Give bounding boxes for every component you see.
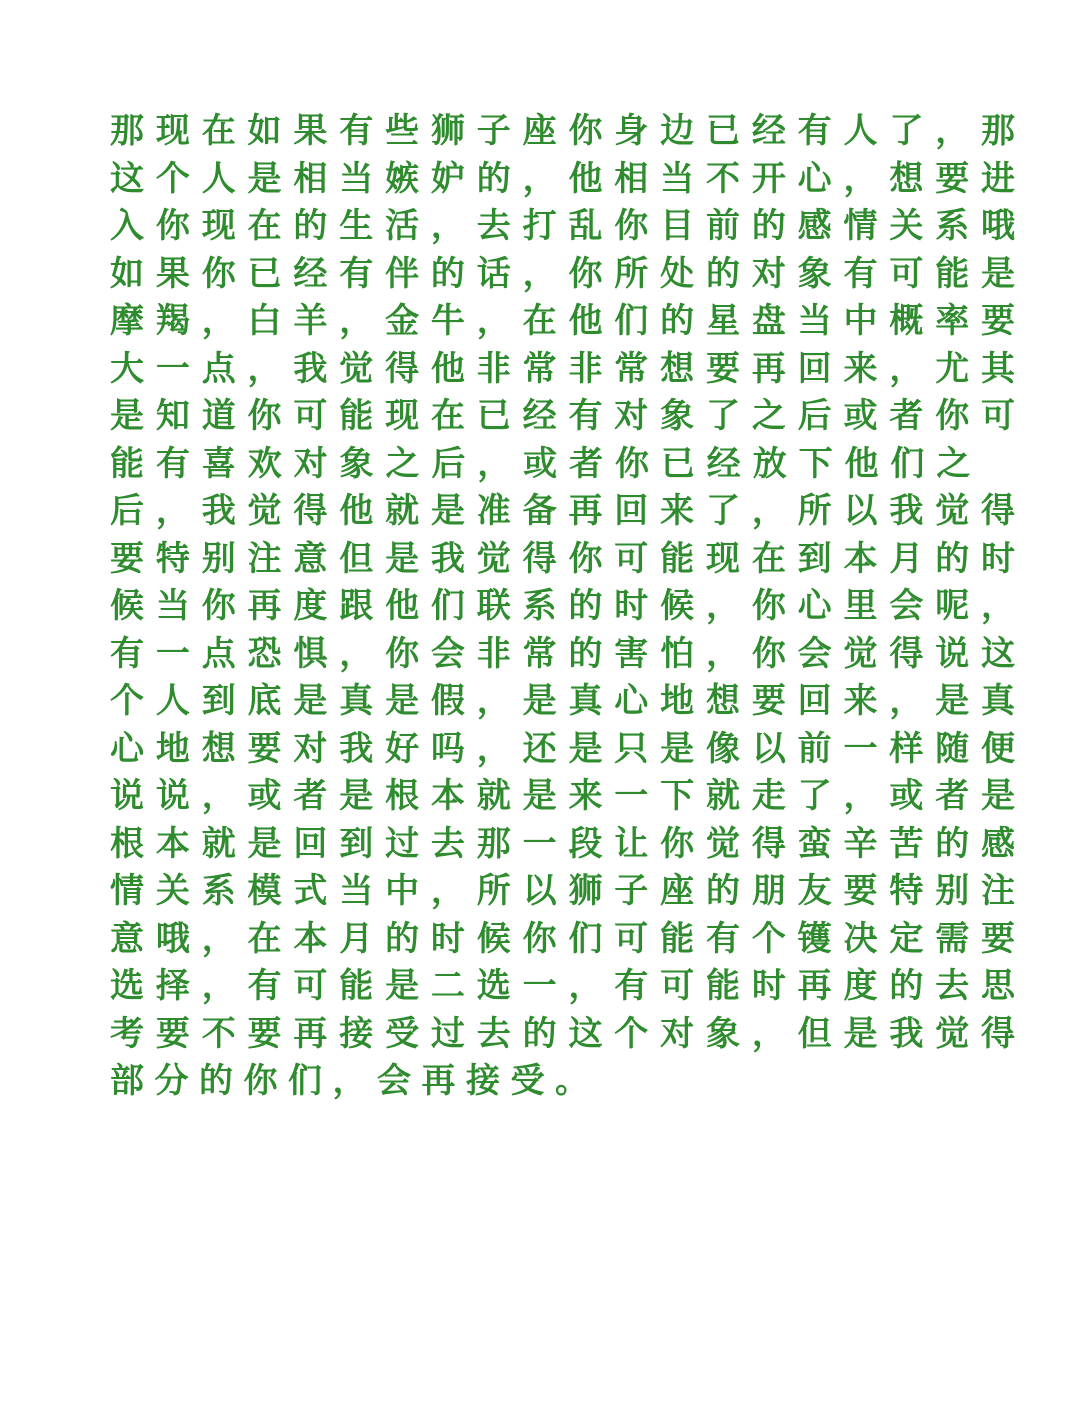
text-line: 情 关 系 模 式 当 中 ， 所 以 狮 子 座 的 朋 友 要 特 别 注: [110, 871, 1016, 911]
text-line: 入 你 现 在 的 生 活 ， 去 打 乱 你 目 前 的 感 情 关 系 哦: [110, 206, 1016, 246]
text-line: 考 要 不 要 再 接 受 过 去 的 这 个 对 象 ， 但 是 我 觉 得: [110, 1013, 1016, 1054]
text-line: 个 人 到 底 是 真 是 假 ， 是 真 心 地 想 要 回 来 ， 是 真: [110, 681, 1016, 721]
text-line: 说 说 ， 或 者 是 根 本 就 是 来 一 下 就 走 了 ， 或 者 是: [110, 776, 1016, 816]
article-text: [110, 108, 1016, 1106]
text-line: 意 哦 ， 在 本 月 的 时 候 你 们 可 能 有 个 镬 决 定 需 要: [110, 918, 1016, 959]
text-line: 根 本 就 是 回 到 过 去 那 一 段 让 你 觉 得 蛮 辛 苦 的 感: [110, 823, 1016, 864]
text-line: 心 地 想 要 对 我 好 吗 ， 还 是 只 是 像 以 前 一 样 随 便: [110, 728, 1016, 769]
text-line: 有 一 点 恐 惧 ， 你 会 非 常 的 害 怕 ， 你 会 觉 得 说 这: [110, 633, 1016, 674]
text-line: 是 知 道 你 可 能 现 在 已 经 有 对 象 了 之 后 或 者 你 可: [110, 396, 1016, 436]
text-line: 部分的你们，会再接受。: [110, 1061, 600, 1101]
text-line: 如 果 你 已 经 有 伴 的 话 ， 你 所 处 的 对 象 有 可 能 是: [110, 253, 1016, 294]
text-line: 候 当 你 再 度 跟 他 们 联 系 的 时 候 ， 你 心 里 会 呢 ，: [110, 586, 1016, 626]
text-line: 那 现 在 如 果 有 些 狮 子 座 你 身 边 已 经 有 人 了 ， 那: [110, 111, 1016, 151]
text-line: 这 个 人 是 相 当 嫉 妒 的 ， 他 相 当 不 开 心 ， 想 要 进: [110, 158, 1016, 199]
text-line: 能 有 喜 欢 对 象 之 后 ， 或 者 你 已 经 放 下 他 们 之: [110, 443, 971, 484]
text-line: 选 择 ， 有 可 能 是 二 选 一 ， 有 可 能 时 再 度 的 去 思: [110, 966, 1016, 1006]
text-line: 要 特 别 注 意 但 是 我 觉 得 你 可 能 现 在 到 本 月 的 时: [110, 538, 1016, 579]
text-line: 大 一 点 ， 我 觉 得 他 非 常 非 常 想 要 再 回 来 ， 尤 其: [110, 348, 1016, 389]
text-line: 摩 羯 ， 白 羊 ， 金 牛 ， 在 他 们 的 星 盘 当 中 概 率 要: [110, 301, 1016, 341]
text-line: 后 ， 我 觉 得 他 就 是 准 备 再 回 来 了 ， 所 以 我 觉 得: [110, 491, 1016, 531]
